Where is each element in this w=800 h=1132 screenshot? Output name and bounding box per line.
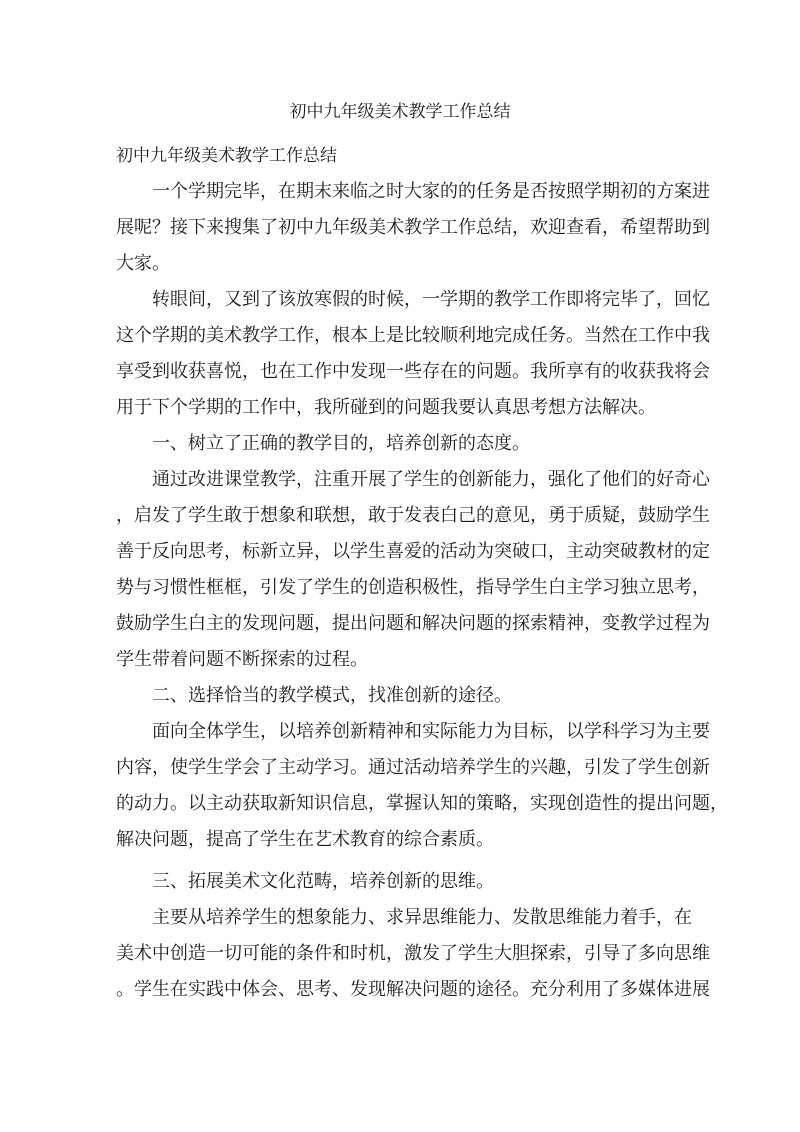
paragraph-line: 内容，使学生学会了主动学习。通过活动培养学生的兴趣，引发了学生创新 [116,757,710,778]
paragraph-line: 这个学期的美术教学工作，根本上是比较顺利地完成任务。当然在工作中我 [116,325,710,346]
paragraph-line: 学生带着问题不断探索的过程。 [116,649,368,670]
paragraph-line: 享受到收获喜悦，也在工作中发现一些存在的问题。我所享有的收获我将会 [116,361,710,382]
paragraph-line: 鼓励学生白主的发现问题，提出问题和解决问题的探索精神，变教学过程为 [116,613,710,634]
paragraph-line: 转眼间，又到了该放寒假的时候，一学期的教学工作即将完毕了，回忆 [152,289,710,310]
page-title: 初中九年级美术教学工作总结 [289,102,511,122]
paragraph-line: 用于下个学期的工作中，我所碰到的问题我要认真思考想方法解决。 [116,397,656,418]
paragraph-line: 美术中创造一切可能的条件和时机，激发了学生大胆探索，引导了多向思维 [116,943,710,964]
paragraph-line: 解决问题，提高了学生在艺术教育的综合素质。 [116,829,494,850]
paragraph-line: 。学生在实践中体会、思考、发现解决问题的途径。充分利用了多媒体进展 [116,979,710,1000]
paragraph-line: 一个学期完毕，在期末来临之时大家的的任务是否按照学期初的方案进 [152,181,710,202]
paragraph-line: 主要从培养学生的想象能力、求异思维能力、发散思维能力着手，在 [152,907,692,928]
paragraph-line: 面向全体学生，以培养创新精神和实际能力为目标，以学科学习为主要 [152,721,710,742]
section-heading: 一、树立了正确的教学目的，培养创新的态度。 [152,433,530,454]
paragraph-line: 展呢？接下来搜集了初中九年级美术教学工作总结，欢迎查看，希望帮助到 [116,217,710,238]
paragraph-line: 善于反向思考，标新立异，以学生喜爱的活动为突破口，主动突破教材的定 [116,541,710,562]
paragraph-line: 通过改进课堂教学，注重开展了学生的创新能力，强化了他们的好奇心 [152,469,710,490]
section-heading: 二、选择恰当的教学模式，找准创新的途径。 [152,685,512,706]
paragraph-line: 的动力。以主动获取新知识信息，掌握认知的策略，实现创造性的提出问题， [116,793,728,814]
section-heading: 三、拓展美术文化范畴，培养创新的思维。 [152,871,494,892]
paragraph-line: ，启发了学生敢于想象和联想，敢于发表白己的意见，勇于质疑，鼓励学生 [116,505,710,526]
paragraph-line: 势与习惯性框框，引发了学生的创造积极性，指导学生白主学习独立思考， [116,577,710,598]
document-subtitle: 初中九年级美术教学工作总结 [116,146,337,166]
paragraph-line: 大家。 [116,253,170,274]
